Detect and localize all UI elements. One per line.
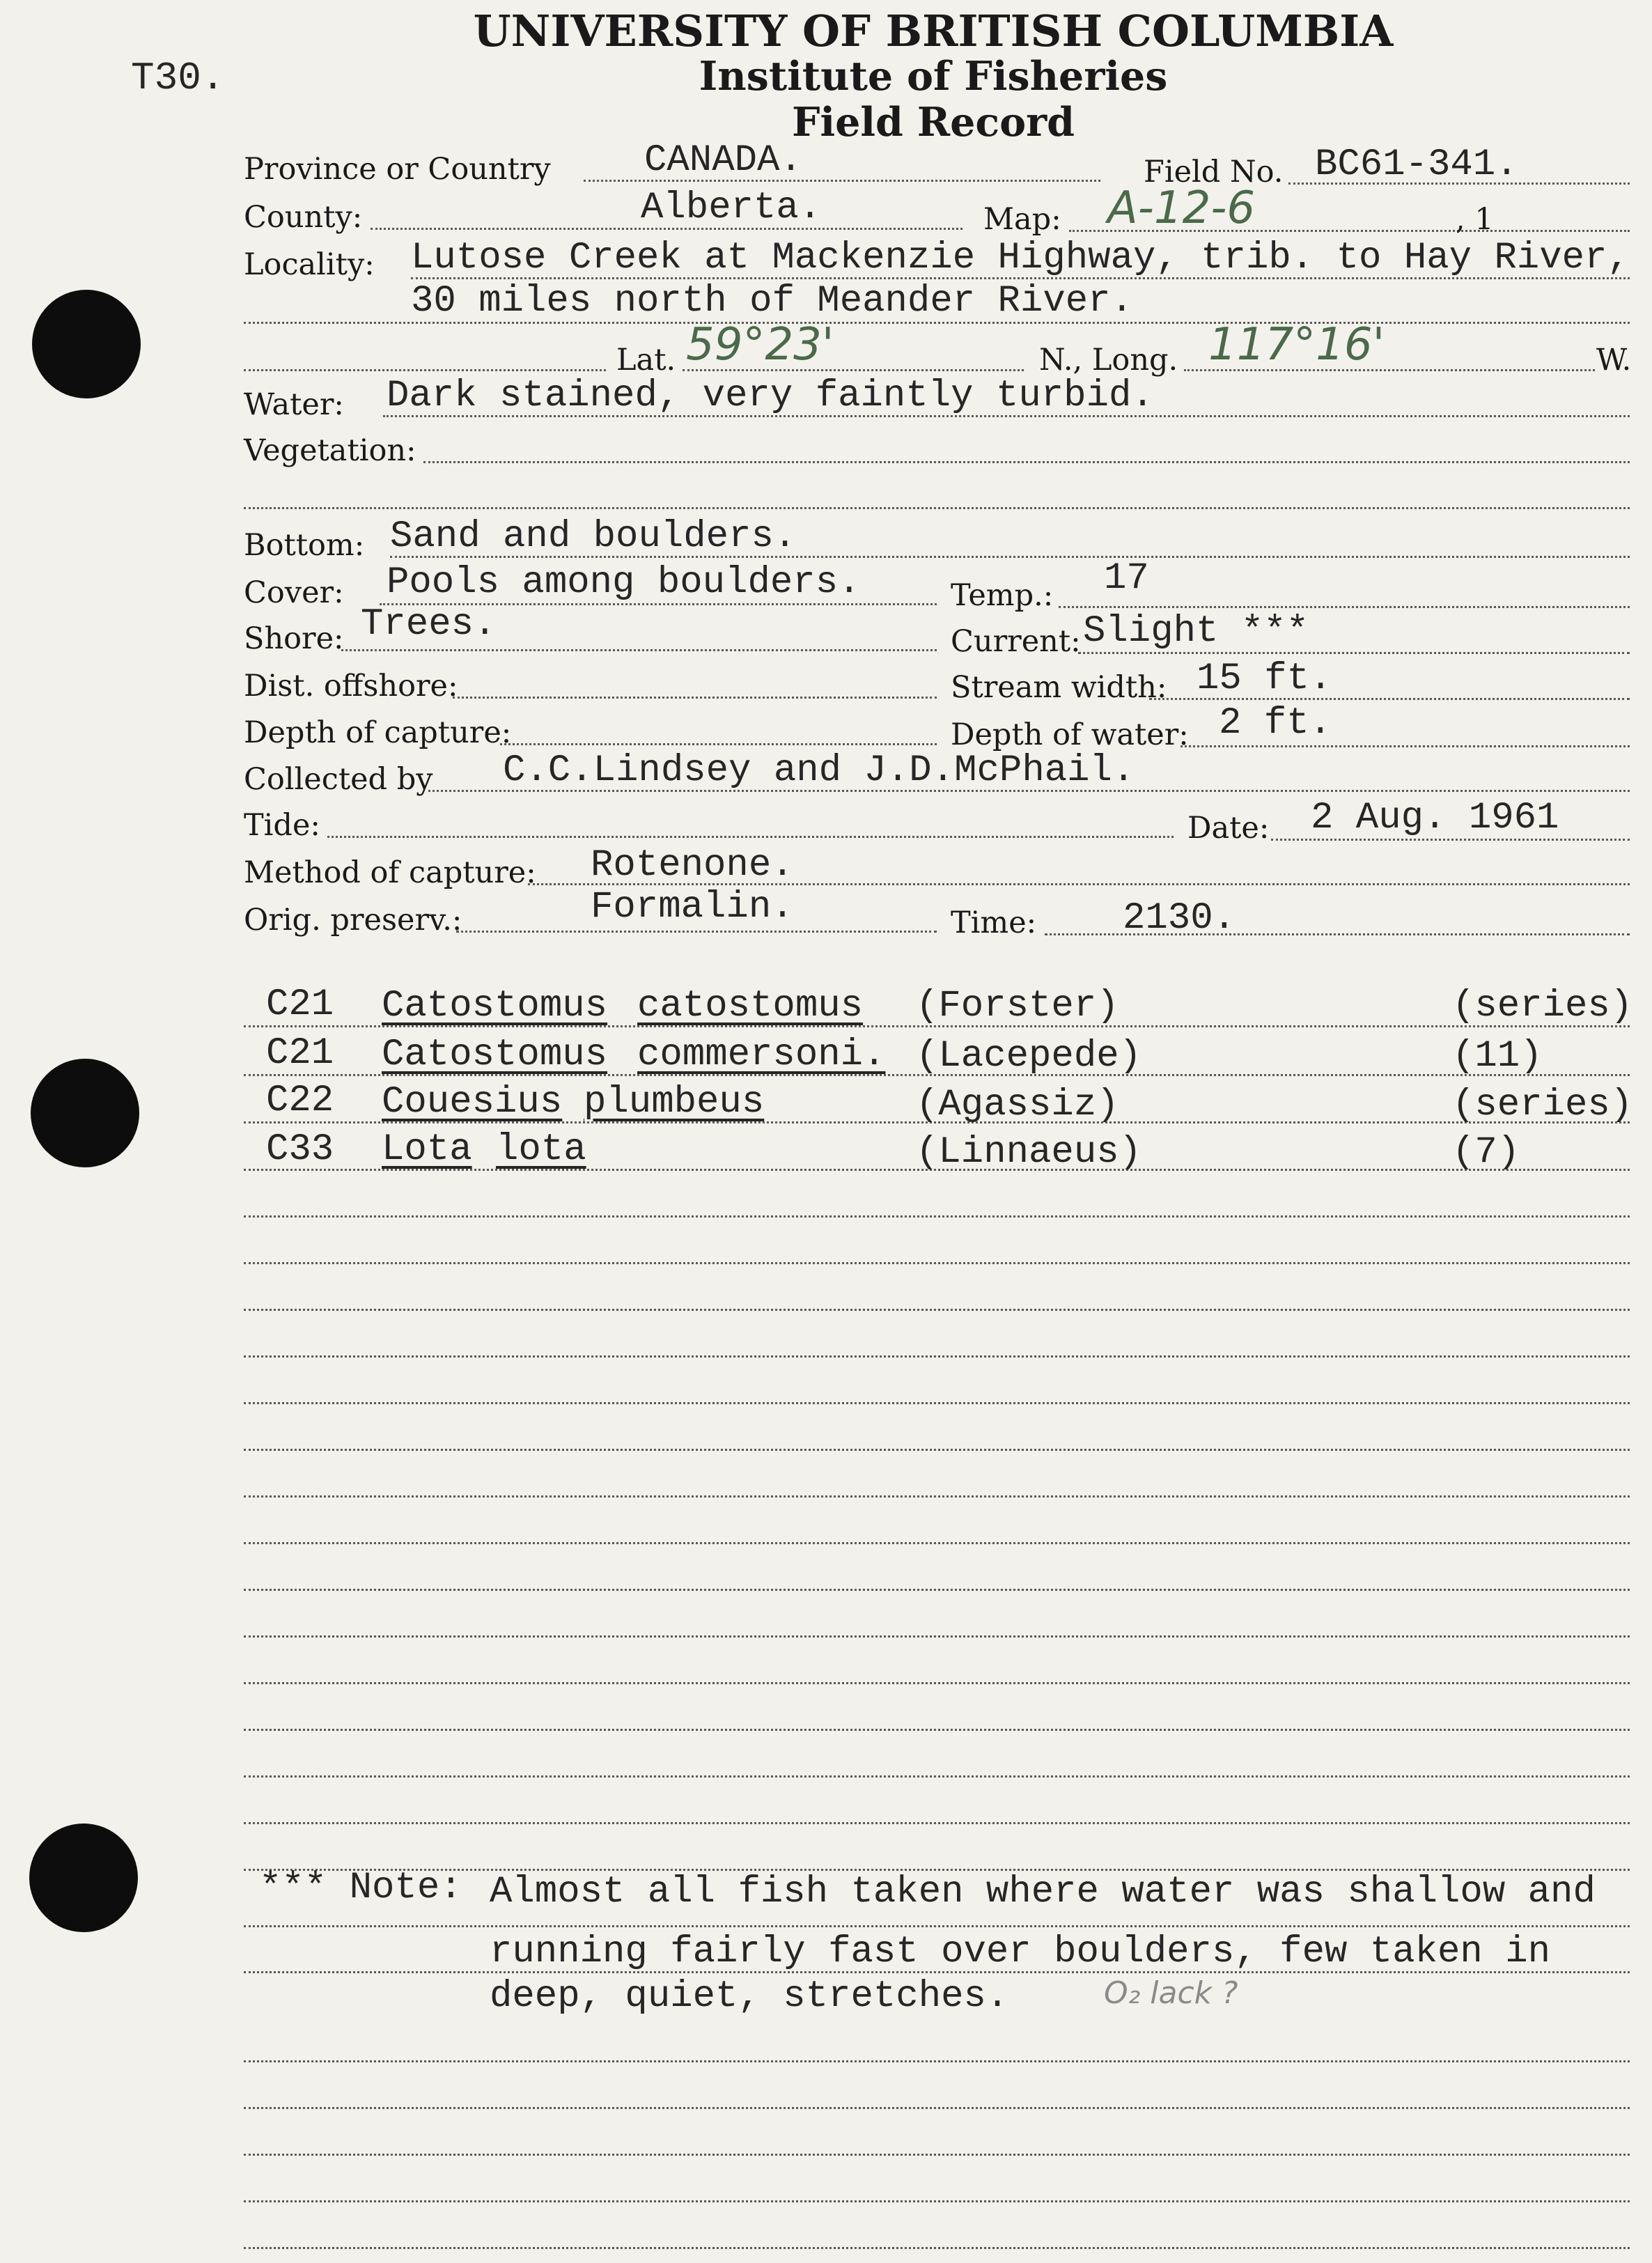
date-value: 2 Aug. 1961 (1311, 797, 1559, 839)
lat-label: Lat. (616, 343, 676, 378)
cover-label: Cover: (244, 575, 344, 610)
orig-preserv-value: Formalin. (591, 886, 794, 928)
species-author: (Linnaeus) (916, 1131, 1142, 1174)
note-line-1: Almost all fish taken where water was shallow and (490, 1871, 1596, 1913)
pre-lat-line (244, 369, 606, 371)
species-epithet: plumbeus (584, 1081, 765, 1123)
tide-label: Tide: (244, 808, 320, 843)
card-id: T30. (131, 56, 225, 100)
temp-value: 17 (1104, 557, 1149, 600)
stream-width-value: 15 ft. (1197, 658, 1332, 700)
depth-capture-label: Depth of capture: (244, 715, 512, 750)
province-value: CANADA. (644, 139, 802, 182)
time-value: 2130. (1123, 897, 1236, 940)
dist-offshore-line (453, 697, 937, 699)
species-code: C33 (266, 1128, 334, 1171)
species-epithet: lota (496, 1128, 586, 1171)
note-line-3: deep, quiet, stretches. (490, 1975, 1009, 2018)
map-suffix: , 1 (1456, 202, 1494, 237)
species-code: C21 (266, 983, 334, 1026)
water-value: Dark stained, very faintly turbid. (387, 375, 1154, 417)
pencil-annotation: O₂ lack ? (1104, 1975, 1238, 2011)
depth-water-value: 2 ft. (1219, 702, 1332, 745)
shore-label: Shore: (244, 621, 344, 656)
species-author: (Lacepede) (916, 1035, 1142, 1078)
species-code: C22 (266, 1080, 334, 1122)
vegetation-line-2 (244, 507, 1630, 509)
temp-line (1059, 606, 1630, 608)
species-epithet: commersoni. (637, 1034, 886, 1076)
university-title: UNIVERSITY OF BRITISH COLUMBIA (473, 6, 1394, 56)
punch-hole-middle (31, 1059, 139, 1167)
depth-water-label: Depth of water: (951, 717, 1189, 752)
species-count: (7) (1452, 1131, 1520, 1174)
note-line-2: running fairly fast over boulders, few taken in (490, 1931, 1551, 1973)
province-label: Province or Country (244, 152, 551, 187)
species-count: (11) (1452, 1035, 1543, 1078)
vegetation-label: Vegetation: (244, 433, 416, 468)
locality-value-2: 30 miles north of Meander River. (411, 280, 1133, 322)
current-label: Current: (951, 624, 1081, 659)
vegetation-line-1 (423, 461, 1630, 463)
collected-by-value: C.C.Lindsey and J.D.McPhail. (503, 749, 1135, 792)
punch-hole-top (32, 290, 141, 398)
cover-value: Pools among boulders. (387, 561, 861, 604)
long-label: N., Long. (1039, 343, 1178, 378)
bottom-value: Sand and boulders. (390, 515, 797, 558)
method-label: Method of capture: (244, 855, 536, 890)
locality-value-1: Lutose Creek at Mackenzie Highway, trib. to Hay River, (411, 237, 1630, 279)
species-code: C21 (266, 1032, 334, 1075)
species-genus: Catostomus (382, 1034, 608, 1076)
county-value: Alberta. (641, 187, 822, 229)
field-no-value: BC61-341. (1315, 143, 1518, 186)
species-count: (series) (1452, 1084, 1633, 1126)
stream-width-label: Stream width: (951, 670, 1167, 705)
species-count: (series) (1452, 985, 1633, 1027)
field-no-label: Field No. (1144, 155, 1284, 189)
species-genus: Catostomus (382, 985, 608, 1027)
map-value: A-12-6 (1107, 182, 1256, 234)
note-prefix: *** Note: (259, 1867, 462, 1909)
water-label: Water: (244, 387, 344, 422)
lat-value: 59°23' (686, 319, 834, 371)
species-genus: Lota (382, 1128, 472, 1171)
species-epithet: catostomus (637, 985, 864, 1027)
record-title: Field Record (792, 99, 1075, 146)
current-value: Slight *** (1083, 610, 1309, 653)
w-label: W. (1596, 343, 1632, 378)
temp-label: Temp.: (951, 578, 1054, 613)
dist-offshore-label: Dist. offshore: (244, 669, 458, 703)
punch-hole-bottom (29, 1823, 138, 1932)
depth-capture-line (500, 743, 937, 745)
orig-preserv-line (456, 931, 937, 933)
locality-label: Locality: (244, 247, 375, 282)
depth-water-line (1180, 745, 1630, 747)
method-value: Rotenone. (591, 844, 794, 887)
date-label: Date: (1187, 811, 1270, 846)
institute-title: Institute of Fisheries (699, 53, 1168, 100)
shore-line (341, 649, 937, 651)
map-label: Map: (983, 202, 1061, 237)
species-genus: Couesius (382, 1081, 563, 1123)
collected-by-label: Collected by (244, 762, 433, 797)
shore-value: Trees. (361, 603, 497, 646)
county-label: County: (244, 200, 363, 235)
long-value: 117°16' (1208, 319, 1385, 371)
orig-preserv-label: Orig. preserv.: (244, 903, 462, 938)
time-label: Time: (951, 905, 1037, 940)
species-author: (Agassiz) (916, 1084, 1119, 1126)
species-author: (Forster) (916, 985, 1119, 1027)
tide-line (327, 836, 1174, 838)
bottom-label: Bottom: (244, 528, 365, 563)
